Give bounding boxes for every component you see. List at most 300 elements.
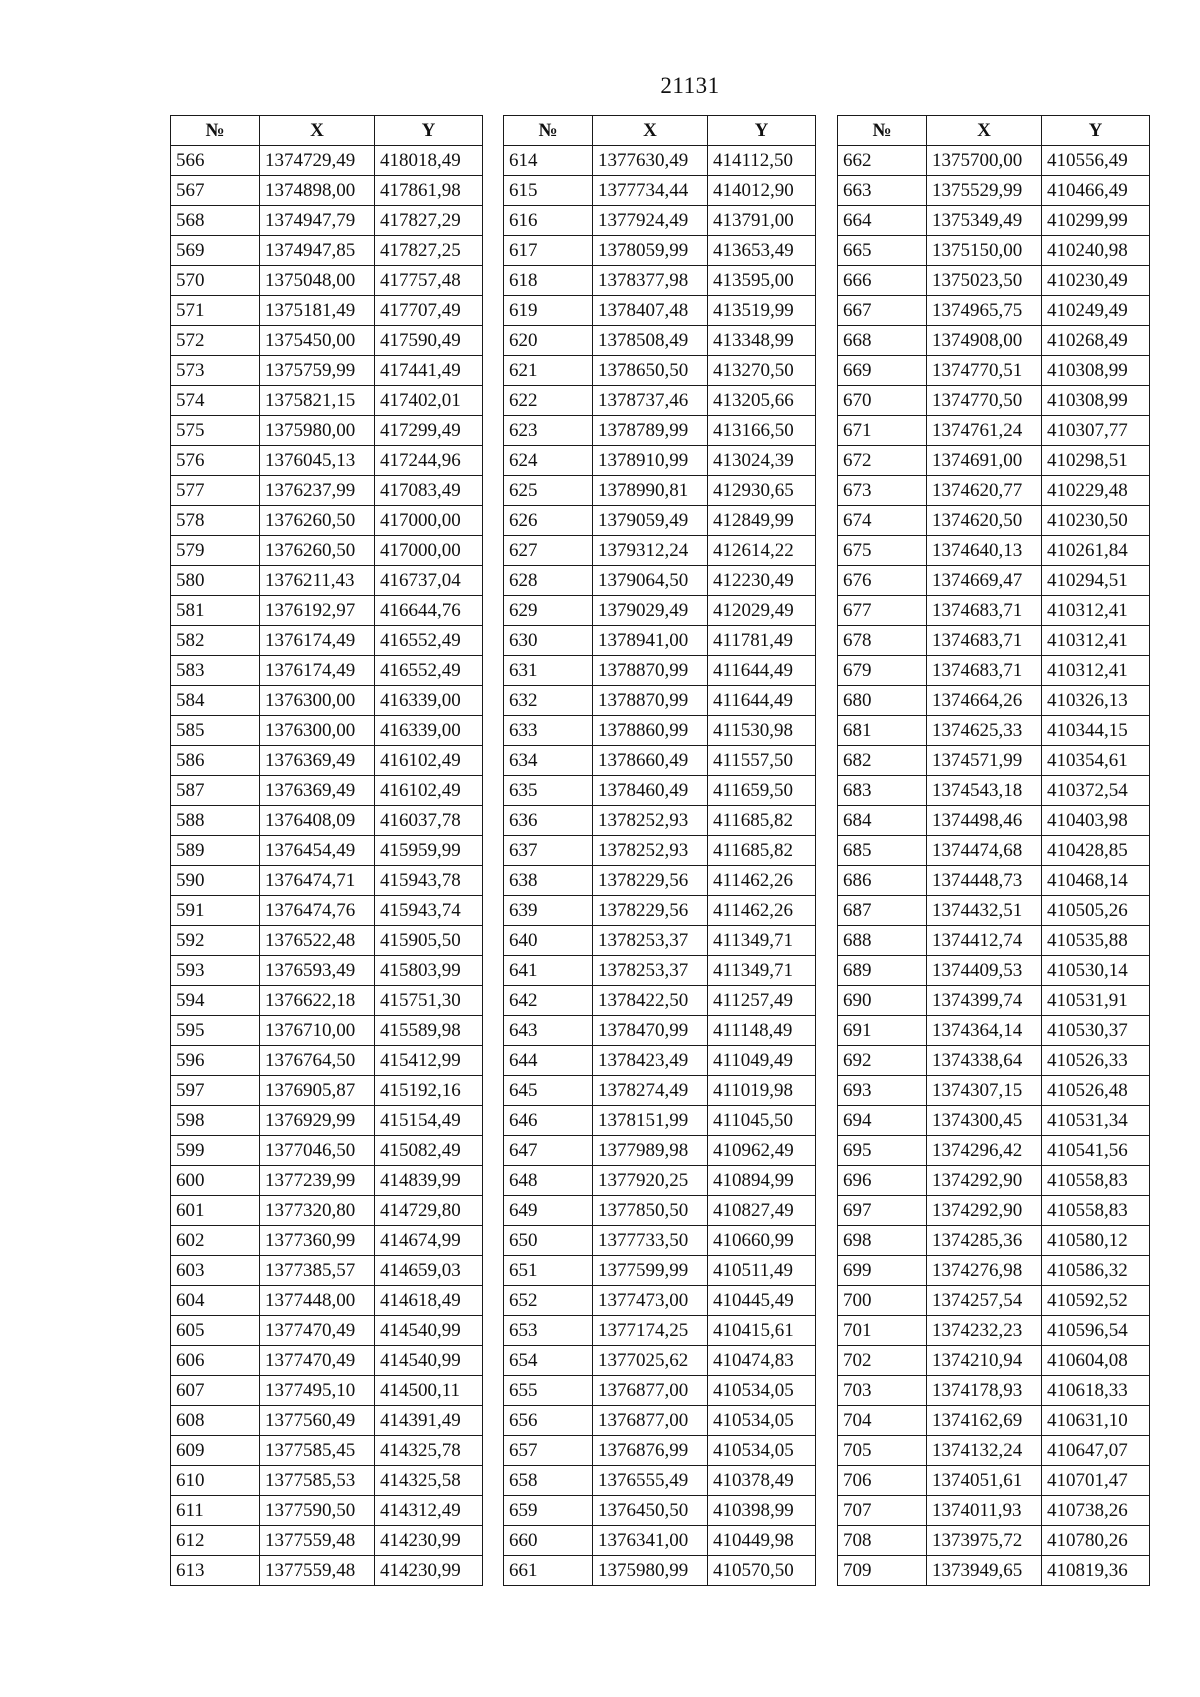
cell-y: 416339,00 [375,686,483,716]
cell-number: 695 [838,1136,927,1166]
cell-number: 629 [504,596,593,626]
cell-number: 630 [504,626,593,656]
cell-number: 590 [171,866,260,896]
cell-number: 623 [504,416,593,446]
cell-x: 1378229,56 [593,896,708,926]
table-row [838,716,1150,746]
cell-y: 410530,37 [1042,1016,1150,1046]
table-row [504,806,816,836]
cell-y: 416737,04 [375,566,483,596]
cell-x: 1376555,49 [593,1466,708,1496]
table-row [838,1256,1150,1286]
table-row [838,1196,1150,1226]
table-row [504,956,816,986]
table-row [504,1406,816,1436]
cell-x: 1377590,50 [260,1496,375,1526]
cell-y: 416644,76 [375,596,483,626]
cell-x: 1377989,98 [593,1136,708,1166]
cell-number: 665 [838,236,927,266]
cell-y: 412614,22 [708,536,816,566]
table-row [171,656,483,686]
cell-x: 1375150,00 [927,236,1042,266]
cell-y: 416102,49 [375,776,483,806]
table-row [171,386,483,416]
cell-number: 642 [504,986,593,1016]
cell-number: 685 [838,836,927,866]
cell-y: 417707,49 [375,296,483,326]
cell-x: 1374300,45 [927,1106,1042,1136]
cell-x: 1378377,98 [593,266,708,296]
cell-x: 1376454,49 [260,836,375,866]
cell-x: 1378860,99 [593,716,708,746]
table-row [504,1316,816,1346]
cell-y: 410466,49 [1042,176,1150,206]
cell-y: 411049,49 [708,1046,816,1076]
cell-x: 1378407,48 [593,296,708,326]
header-x: X [927,116,1042,146]
cell-number: 578 [171,506,260,536]
cell-number: 706 [838,1466,927,1496]
table-row [838,1166,1150,1196]
cell-x: 1378059,99 [593,236,708,266]
cell-y: 410570,50 [708,1556,816,1586]
cell-y: 410534,05 [708,1436,816,1466]
cell-x: 1376474,71 [260,866,375,896]
cell-x: 1374132,24 [927,1436,1042,1466]
cell-number: 579 [171,536,260,566]
cell-x: 1377924,49 [593,206,708,236]
table-row [838,1106,1150,1136]
cell-x: 1378151,99 [593,1106,708,1136]
cell-y: 414230,99 [375,1526,483,1556]
cell-x: 1374947,85 [260,236,375,266]
coordinate-table [503,115,816,1586]
cell-y: 410312,41 [1042,596,1150,626]
table-row [504,536,816,566]
table-row [171,356,483,386]
cell-y: 414674,99 [375,1226,483,1256]
cell-y: 410326,13 [1042,686,1150,716]
cell-number: 609 [171,1436,260,1466]
cell-y: 410596,54 [1042,1316,1150,1346]
cell-number: 697 [838,1196,927,1226]
table-row [171,986,483,1016]
cell-x: 1373949,65 [927,1556,1042,1586]
cell-number: 705 [838,1436,927,1466]
cell-x: 1376369,49 [260,746,375,776]
header-x: X [260,116,375,146]
cell-x: 1377559,48 [260,1556,375,1586]
table-row [504,416,816,446]
cell-x: 1379059,49 [593,506,708,536]
cell-y: 414839,99 [375,1166,483,1196]
cell-x: 1377470,49 [260,1346,375,1376]
table-row [838,1436,1150,1466]
table-row [838,236,1150,266]
table-row [504,1286,816,1316]
cell-y: 414540,99 [375,1316,483,1346]
table-row [171,446,483,476]
cell-number: 647 [504,1136,593,1166]
cell-y: 410534,05 [708,1376,816,1406]
table-row [171,866,483,896]
header-y: Y [1042,116,1150,146]
cell-number: 668 [838,326,927,356]
table-row [171,1106,483,1136]
cell-x: 1374051,61 [927,1466,1042,1496]
cell-y: 413270,50 [708,356,816,386]
cell-x: 1374664,26 [927,686,1042,716]
header-x: X [593,116,708,146]
table-row [171,296,483,326]
cell-x: 1374338,64 [927,1046,1042,1076]
cell-y: 414618,49 [375,1286,483,1316]
cell-x: 1374011,93 [927,1496,1042,1526]
table-row [171,1376,483,1406]
cell-x: 1376260,50 [260,536,375,566]
cell-y: 410526,33 [1042,1046,1150,1076]
cell-number: 614 [504,146,593,176]
cell-x: 1376593,49 [260,956,375,986]
cell-number: 635 [504,776,593,806]
table-row [838,1526,1150,1556]
cell-x: 1375529,99 [927,176,1042,206]
cell-x: 1376522,48 [260,926,375,956]
cell-x: 1377495,10 [260,1376,375,1406]
cell-y: 410780,26 [1042,1526,1150,1556]
cell-number: 580 [171,566,260,596]
cell-number: 581 [171,596,260,626]
table-row [838,506,1150,536]
cell-y: 410604,08 [1042,1346,1150,1376]
cell-number: 599 [171,1136,260,1166]
cell-number: 577 [171,476,260,506]
cell-y: 415803,99 [375,956,483,986]
cell-y: 410738,26 [1042,1496,1150,1526]
cell-x: 1377025,62 [593,1346,708,1376]
table-row [171,1346,483,1376]
cell-x: 1374543,18 [927,776,1042,806]
cell-number: 679 [838,656,927,686]
table-row [504,896,816,926]
cell-x: 1378252,93 [593,806,708,836]
cell-y: 415082,49 [375,1136,483,1166]
cell-x: 1378252,93 [593,836,708,866]
cell-y: 414325,58 [375,1466,483,1496]
table-row [171,686,483,716]
cell-number: 570 [171,266,260,296]
cell-y: 414325,78 [375,1436,483,1466]
table-row [504,386,816,416]
cell-y: 410558,83 [1042,1196,1150,1226]
cell-number: 693 [838,1076,927,1106]
table-row [838,656,1150,686]
cell-number: 644 [504,1046,593,1076]
cell-number: 678 [838,626,927,656]
table-row [171,536,483,566]
cell-y: 410230,50 [1042,506,1150,536]
cell-y: 410261,84 [1042,536,1150,566]
cell-number: 696 [838,1166,927,1196]
cell-x: 1374296,42 [927,1136,1042,1166]
table-row [504,1376,816,1406]
cell-number: 667 [838,296,927,326]
cell-x: 1375048,00 [260,266,375,296]
cell-y: 410240,98 [1042,236,1150,266]
cell-number: 625 [504,476,593,506]
cell-x: 1377850,50 [593,1196,708,1226]
cell-number: 620 [504,326,593,356]
table-row [171,926,483,956]
cell-y: 415192,16 [375,1076,483,1106]
cell-x: 1377470,49 [260,1316,375,1346]
cell-x: 1374474,68 [927,836,1042,866]
cell-y: 411644,49 [708,656,816,686]
header-y: Y [375,116,483,146]
table-row [504,716,816,746]
cell-x: 1376710,00 [260,1016,375,1046]
table-row [171,506,483,536]
cell-x: 1376300,00 [260,686,375,716]
cell-y: 410580,12 [1042,1226,1150,1256]
cell-y: 412029,49 [708,596,816,626]
cell-number: 683 [838,776,927,806]
table-row [504,656,816,686]
cell-x: 1378274,49 [593,1076,708,1106]
cell-number: 588 [171,806,260,836]
cell-y: 418018,49 [375,146,483,176]
cell-x: 1375349,49 [927,206,1042,236]
cell-x: 1374683,71 [927,656,1042,686]
cell-y: 410468,14 [1042,866,1150,896]
cell-number: 655 [504,1376,593,1406]
cell-x: 1374683,71 [927,626,1042,656]
cell-number: 676 [838,566,927,596]
table-row [171,566,483,596]
table-row [171,1496,483,1526]
cell-y: 413166,50 [708,416,816,446]
cell-y: 410354,61 [1042,746,1150,776]
table-header-row [504,116,816,146]
cell-number: 643 [504,1016,593,1046]
cell-number: 661 [504,1556,593,1586]
table-row [171,1256,483,1286]
cell-x: 1378990,81 [593,476,708,506]
cell-x: 1376300,00 [260,716,375,746]
cell-y: 413595,00 [708,266,816,296]
cell-y: 410531,34 [1042,1106,1150,1136]
cell-y: 417861,98 [375,176,483,206]
table-row [171,1166,483,1196]
table-row [504,1346,816,1376]
cell-y: 410530,14 [1042,956,1150,986]
cell-number: 658 [504,1466,593,1496]
cell-y: 410474,83 [708,1346,816,1376]
table-row [838,776,1150,806]
cell-x: 1374232,23 [927,1316,1042,1346]
cell-y: 416552,49 [375,626,483,656]
cell-y: 410535,88 [1042,926,1150,956]
cell-number: 596 [171,1046,260,1076]
table-row [838,1226,1150,1256]
cell-x: 1376369,49 [260,776,375,806]
cell-y: 410298,51 [1042,446,1150,476]
cell-y: 417590,49 [375,326,483,356]
cell-y: 410308,99 [1042,386,1150,416]
cell-x: 1377448,00 [260,1286,375,1316]
cell-number: 684 [838,806,927,836]
cell-number: 632 [504,686,593,716]
cell-number: 650 [504,1226,593,1256]
table-row [838,146,1150,176]
cell-x: 1375181,49 [260,296,375,326]
cell-y: 417827,29 [375,206,483,236]
cell-number: 657 [504,1436,593,1466]
cell-y: 410428,85 [1042,836,1150,866]
cell-y: 417827,25 [375,236,483,266]
cell-y: 412230,49 [708,566,816,596]
cell-y: 411045,50 [708,1106,816,1136]
cell-y: 411349,71 [708,956,816,986]
cell-y: 410230,49 [1042,266,1150,296]
cell-number: 602 [171,1226,260,1256]
cell-x: 1374965,75 [927,296,1042,326]
table-row [838,1376,1150,1406]
cell-x: 1374908,00 [927,326,1042,356]
table-row [838,1556,1150,1586]
cell-number: 691 [838,1016,927,1046]
cell-number: 572 [171,326,260,356]
table-row [171,176,483,206]
table-row [171,1466,483,1496]
cell-y: 410344,15 [1042,716,1150,746]
cell-y: 410294,51 [1042,566,1150,596]
cell-y: 410534,05 [708,1406,816,1436]
cell-number: 660 [504,1526,593,1556]
cell-y: 413519,99 [708,296,816,326]
table-row [504,566,816,596]
cell-y: 411019,98 [708,1076,816,1106]
table-row [838,386,1150,416]
cell-y: 410586,32 [1042,1256,1150,1286]
cell-number: 694 [838,1106,927,1136]
header-number: № [838,116,927,146]
table-row [504,446,816,476]
table-row [504,686,816,716]
cell-number: 567 [171,176,260,206]
cell-x: 1376764,50 [260,1046,375,1076]
table-row [504,596,816,626]
table-row [838,1046,1150,1076]
cell-y: 411148,49 [708,1016,816,1046]
cell-y: 417757,48 [375,266,483,296]
cell-number: 573 [171,356,260,386]
cell-number: 688 [838,926,927,956]
table-row [504,1526,816,1556]
table-row [838,1286,1150,1316]
cell-number: 593 [171,956,260,986]
cell-x: 1376237,99 [260,476,375,506]
cell-number: 648 [504,1166,593,1196]
cell-x: 1376474,76 [260,896,375,926]
cell-y: 410592,52 [1042,1286,1150,1316]
cell-x: 1378422,50 [593,986,708,1016]
cell-y: 416552,49 [375,656,483,686]
cell-x: 1378789,99 [593,416,708,446]
table-row [838,476,1150,506]
table-row [838,266,1150,296]
cell-number: 584 [171,686,260,716]
cell-x: 1379312,24 [593,536,708,566]
cell-number: 621 [504,356,593,386]
cell-number: 582 [171,626,260,656]
cell-y: 417299,49 [375,416,483,446]
table-row [171,1046,483,1076]
cell-number: 608 [171,1406,260,1436]
cell-y: 410403,98 [1042,806,1150,836]
table-row [838,896,1150,926]
cell-number: 585 [171,716,260,746]
cell-x: 1378941,00 [593,626,708,656]
cell-x: 1374409,53 [927,956,1042,986]
cell-number: 639 [504,896,593,926]
cell-number: 603 [171,1256,260,1286]
cell-number: 605 [171,1316,260,1346]
cell-y: 411462,26 [708,866,816,896]
table-row [504,1166,816,1196]
table-row [171,1526,483,1556]
table-header-row [838,116,1150,146]
cell-y: 416102,49 [375,746,483,776]
cell-x: 1374307,15 [927,1076,1042,1106]
cell-number: 689 [838,956,927,986]
table-row [171,416,483,446]
cell-y: 410308,99 [1042,356,1150,386]
cell-x: 1377046,50 [260,1136,375,1166]
table-row [838,1496,1150,1526]
cell-y: 415589,98 [375,1016,483,1046]
cell-number: 651 [504,1256,593,1286]
cell-number: 680 [838,686,927,716]
cell-x: 1376174,49 [260,656,375,686]
header-number: № [171,116,260,146]
cell-x: 1377585,53 [260,1466,375,1496]
page-number: 21131 [660,73,720,98]
cell-x: 1374669,47 [927,566,1042,596]
coordinate-table [170,115,483,1586]
cell-x: 1377473,00 [593,1286,708,1316]
cell-number: 675 [838,536,927,566]
cell-x: 1374178,93 [927,1376,1042,1406]
table-row [504,1226,816,1256]
table-row [504,326,816,356]
cell-x: 1376876,99 [593,1436,708,1466]
cell-number: 586 [171,746,260,776]
cell-number: 583 [171,656,260,686]
cell-number: 641 [504,956,593,986]
cell-y: 415943,74 [375,896,483,926]
cell-x: 1374162,69 [927,1406,1042,1436]
cell-number: 690 [838,986,927,1016]
cell-number: 662 [838,146,927,176]
cell-number: 618 [504,266,593,296]
cell-x: 1378870,99 [593,686,708,716]
table-row [504,1046,816,1076]
cell-number: 628 [504,566,593,596]
cell-number: 626 [504,506,593,536]
cell-y: 411644,49 [708,686,816,716]
cell-x: 1376192,97 [260,596,375,626]
